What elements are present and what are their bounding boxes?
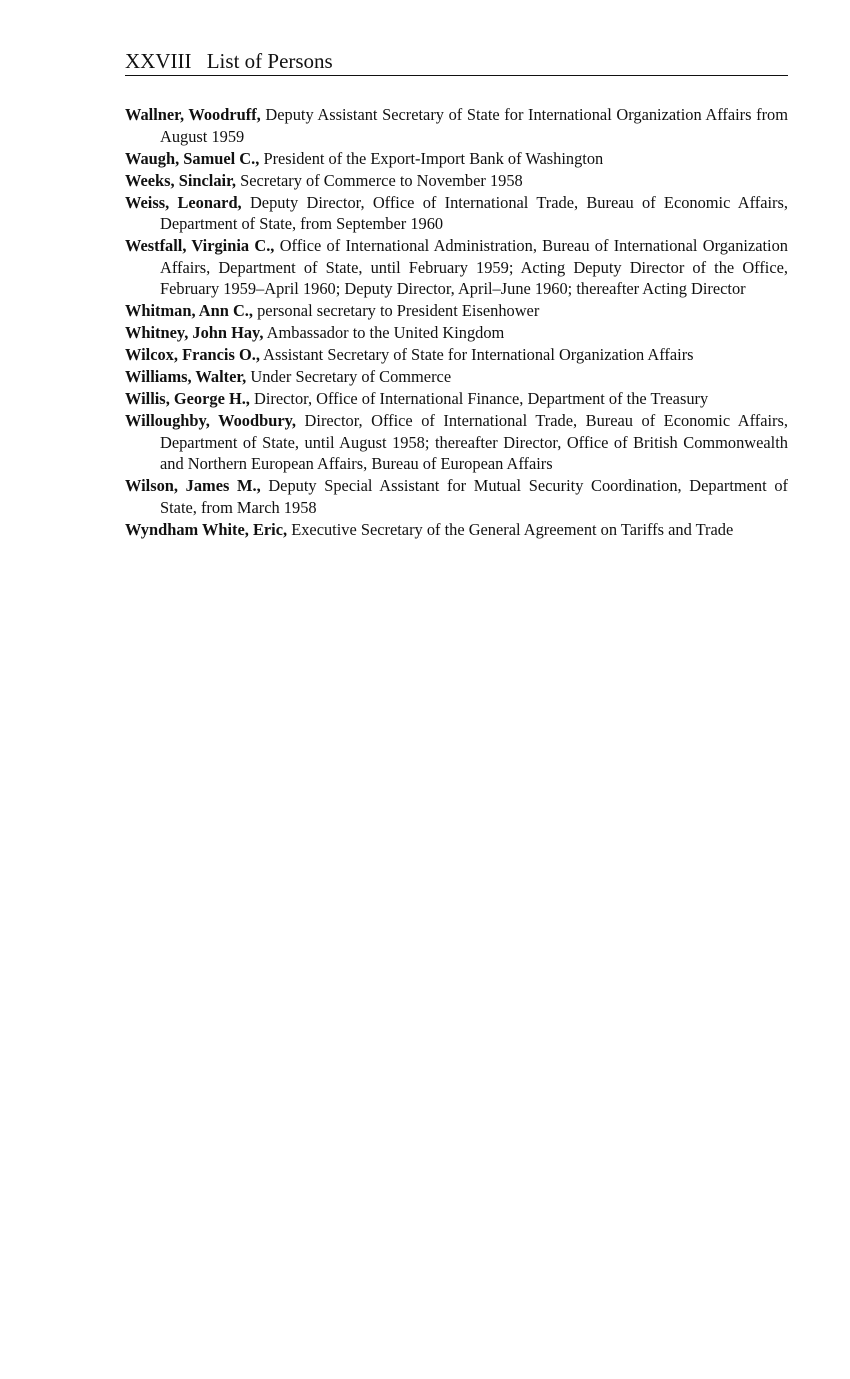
document-page xyxy=(125,48,788,540)
list-item xyxy=(125,104,788,147)
person-description: President of the Export-Import Bank of Washington xyxy=(263,148,604,168)
list-item xyxy=(125,410,788,475)
person-description: Secretary of Commerce to November 1958 xyxy=(240,170,523,190)
list-item xyxy=(125,148,788,170)
person-description: Under Secretary of Commerce xyxy=(250,367,452,386)
list-item xyxy=(125,366,788,388)
list-item xyxy=(125,322,788,344)
person-description: Ambassador to the United Kingdom xyxy=(266,323,505,342)
person-description: personal secretary to President Eisenhower xyxy=(257,301,540,320)
person-description: Deputy Director, Office of International Trade, Bureau of Economic Affairs, Department of State, from September 1960 xyxy=(160,192,788,233)
person-name: Wyndham White, Eric, xyxy=(125,519,288,539)
person-description: Office of International Administration, Bureau of International Organization Affairs, Department of State, until February 1959; Acting Deputy Director of the Office, February 1959–April 1960; Deputy Director, April–June 1960; thereafter Acting Director xyxy=(160,236,788,298)
person-name: Willis, George H., xyxy=(125,389,250,408)
list-item xyxy=(125,388,788,410)
running-header xyxy=(125,48,788,76)
person-description: Director, Office of International Finance, Department of the Treasury xyxy=(254,389,709,408)
page-number: XXVIII xyxy=(125,49,192,73)
person-description: Director, Office of International Trade, Bureau of Economic Affairs, Department of State, until August 1958; thereafter Director, Office of British Commonwealth and Northern European Affairs, Bureau of European Affairs xyxy=(160,411,788,473)
person-name: Whitman, Ann C., xyxy=(125,301,253,320)
person-description: Deputy Assistant Secretary of State for International Organization Affairs from August 1959 xyxy=(160,105,788,146)
list-item xyxy=(125,475,788,518)
page-title: List of Persons xyxy=(206,49,333,73)
person-description: Executive Secretary of the General Agreement on Tariffs and Trade xyxy=(291,519,734,539)
list-item xyxy=(125,344,788,366)
person-name: Wallner, Woodruff, xyxy=(125,105,261,124)
list-item xyxy=(125,300,788,322)
person-description: Deputy Special Assistant for Mutual Security Coordination, Department of State, from March 1958 xyxy=(160,476,788,517)
list-item xyxy=(125,519,788,541)
person-name: Waugh, Samuel C., xyxy=(125,148,260,168)
person-name: Whitney, John Hay, xyxy=(125,323,264,342)
list-item xyxy=(125,235,788,300)
person-name: Westfall, Virginia C., xyxy=(125,236,275,255)
person-name: Williams, Walter, xyxy=(125,367,247,386)
person-name: Weiss, Leonard, xyxy=(125,192,242,212)
persons-list xyxy=(125,104,788,540)
person-name: Weeks, Sinclair, xyxy=(125,170,236,190)
person-name: Willoughby, Woodbury, xyxy=(125,411,297,430)
list-item xyxy=(125,170,788,192)
person-name: Wilcox, Francis O., xyxy=(125,345,260,364)
list-item xyxy=(125,192,788,235)
person-name: Wilson, James M., xyxy=(125,476,261,495)
person-description: Assistant Secretary of State for International Organization Affairs xyxy=(263,345,694,364)
